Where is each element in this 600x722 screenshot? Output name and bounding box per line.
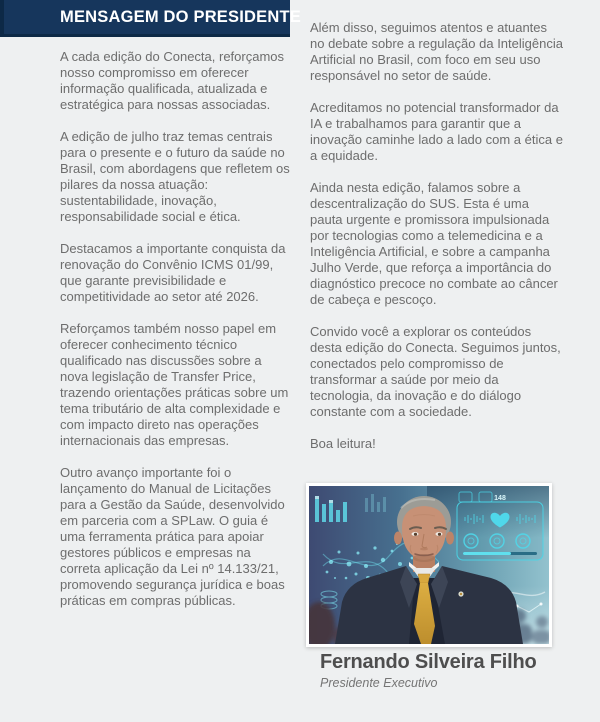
- section-header-banner: [0, 0, 301, 37]
- president-name: Fernando Silveira Filho: [320, 651, 537, 673]
- paragraph: A cada edição do Conecta, reforçamos nosso compromisso em oferecer informação qualificada, atualizada e estratégica para nossas associadas.: [60, 49, 285, 112]
- right-ear: [446, 532, 454, 545]
- paragraph: Destacamos a importante conquista da renovação do Convênio ICMS 01/99, que garante previsibilidade e competitividade ao setor até 2026.: [60, 241, 286, 304]
- paragraph: Reforçamos também nosso papel em oferecer conhecimento técnico qualificado nas discussões sobre a nova legislação de Transfer Price, trazendo orientações práticas sobre um tema tributário de alta complexidade e com impacto direto nas operações internacionais das empresas.: [60, 321, 289, 448]
- left-text-column: [60, 49, 293, 625]
- tie-knot: [418, 574, 430, 583]
- president-photo: [306, 483, 552, 647]
- president-photo-illustration: [309, 486, 549, 644]
- paragraph: A edição de julho traz temas centrais para o presente e o futuro da saúde no Brasil, com abordagens que refletem os pilares da nossa atuação: sustentabilidade, inovação, responsabilidade social e ética.: [60, 129, 290, 224]
- paragraph: Outro avanço importante foi o lançamento do Manual de Licitações para a Gestão da Saúde, desenvolvido em parceria com a SPLaw. O guia é uma ferramenta prática para apoiar gestores públicos e empresas na correta aplicação da Lei nº 14.133/21, promovendo segurança jurídica e boas práticas em compras públicas.: [60, 465, 285, 608]
- president-role: Presidente Executivo: [320, 676, 438, 690]
- hud-value: 148: [494, 495, 506, 502]
- hud-panel: [457, 492, 543, 560]
- paragraph: Boa leitura!: [310, 436, 376, 451]
- paragraph: Ainda nesta edição, falamos sobre a descentralização do SUS. Esta é uma pauta urgente e promissora impulsionada por tecnologias como a telemedicina e a Inteligência Artificial, e sobre a campanha Julho Verde, que reforça a importância do diagnóstico precoce no combate ao câncer de cabeça e pescoço.: [310, 180, 558, 307]
- paragraph: Convido você a explorar os conteúdos desta edição do Conecta. Seguimos juntos, conectados pelo compromisso de transformar a saúde por meio da tecnologia, da inovação e do diálogo constante com a sociedade.: [310, 324, 561, 419]
- left-ear: [394, 532, 402, 545]
- paragraph: Acreditamos no potencial transformador da IA e trabalhamos para garantir que a inovação caminhe lado a lado com a ética e a equidade.: [310, 100, 563, 163]
- right-text-column: [310, 20, 563, 468]
- page-title: MENSAGEM DO PRESIDENTE: [60, 7, 301, 26]
- paragraph: Além disso, seguimos atentos e atuantes no debate sobre a regulação da Inteligência Artificial no Brasil, com foco em seu uso responsável no setor de saúde.: [310, 20, 563, 83]
